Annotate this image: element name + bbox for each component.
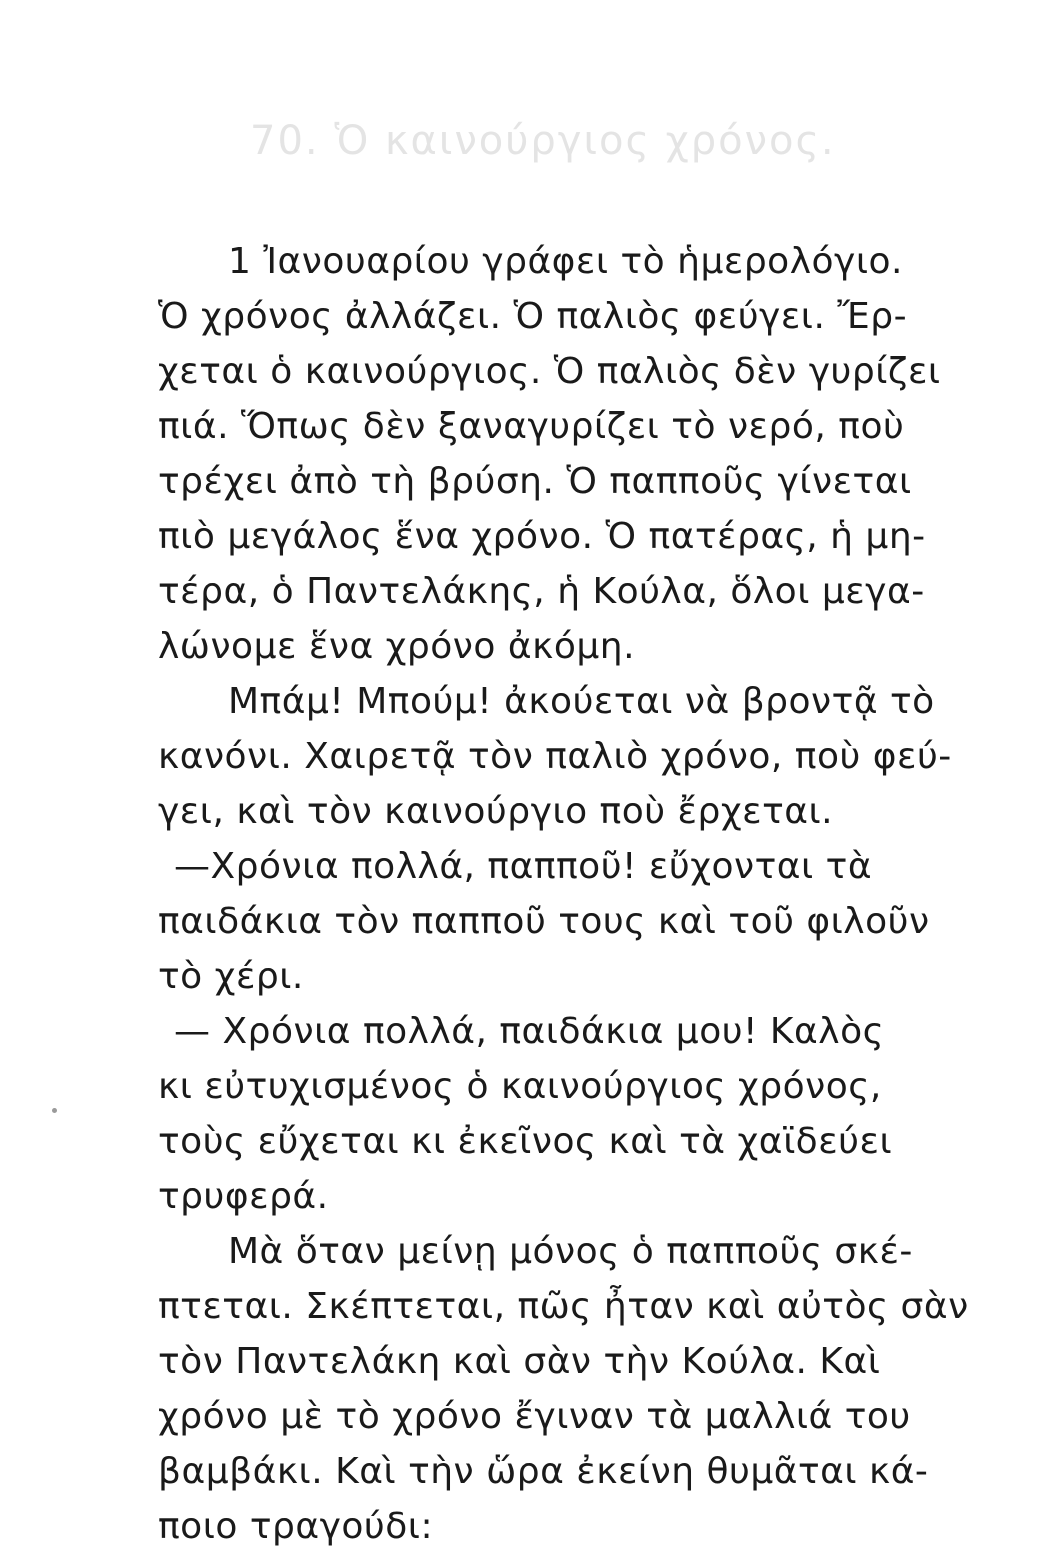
text-line: χρόνο μὲ τὸ χρόνο ἔγιναν τὰ μαλλιά του [158, 1396, 911, 1437]
text-line: ποιο τραγούδι: [158, 1506, 434, 1547]
chapter-title: 70. Ὁ καινούργιος χρόνος. [250, 118, 836, 164]
text-line: λώνομε ἕνα χρόνο ἀκόμη. [158, 626, 636, 667]
text-line: τὸν Παντελάκη καὶ σὰν τὴν Κούλα. Καὶ [158, 1341, 881, 1382]
text-line: τὸ χέρι. [158, 956, 304, 997]
text-line: τρυφερά. [158, 1176, 329, 1217]
speck-mark [52, 1108, 57, 1113]
text-line: πιά. Ὅπως δὲν ξαναγυρίζει τὸ νερό, ποὺ [158, 406, 905, 447]
text-line: χεται ὁ καινούργιος. Ὁ παλιὸς δὲν γυρίζει [158, 351, 941, 392]
text-line: —Χρόνια πολλά, παπποῦ! εὔχονται τὰ [174, 846, 873, 887]
text-line: τρέχει ἀπὸ τὴ βρύση. Ὁ παπποῦς γίνεται [158, 461, 912, 502]
text-line: Μπάμ! Μπούμ! ἀκούεται νὰ βροντᾷ τὸ [228, 681, 935, 722]
text-line: τέρα, ὁ Παντελάκης, ἡ Κούλα, ὅλοι μεγα- [158, 571, 925, 612]
text-line: τοὺς εὔχεται κι ἐκεῖνος καὶ τὰ χαϊδεύει [158, 1121, 893, 1162]
text-line: Μὰ ὅταν μείνῃ μόνος ὁ παπποῦς σκέ- [228, 1231, 913, 1272]
text-line: — Χρόνια πολλά, παιδάκια μου! Καλὸς [174, 1011, 885, 1052]
text-line: Ὁ χρόνος ἀλλάζει. Ὁ παλιὸς φεύγει. Ἔρ- [158, 296, 908, 337]
text-line: κανόνι. Χαιρετᾷ τὸν παλιὸ χρόνο, ποὺ φεύ- [158, 736, 952, 777]
text-line: παιδάκια τὸν παπποῦ τους καὶ τοῦ φιλοῦν [158, 901, 930, 942]
text-line: γει, καὶ τὸν καινούργιο ποὺ ἔρχεται. [158, 791, 834, 832]
text-line: βαμβάκι. Καὶ τὴν ὥρα ἐκείνη θυμᾶται κά- [158, 1451, 929, 1492]
text-line: κι εὐτυχισμένος ὁ καινούργιος χρόνος, [158, 1066, 882, 1107]
text-line: πτεται. Σκέπτεται, πῶς ἦταν καὶ αὐτὸς σὰν [158, 1286, 969, 1327]
chapter-text [158, 234, 1018, 1554]
text-line: 1 Ἰανουαρίου γράφει τὸ ἡμερολόγιο. [228, 241, 903, 282]
text-line: πιὸ μεγάλος ἕνα χρόνο. Ὁ πατέρας, ἡ μη- [158, 516, 926, 557]
